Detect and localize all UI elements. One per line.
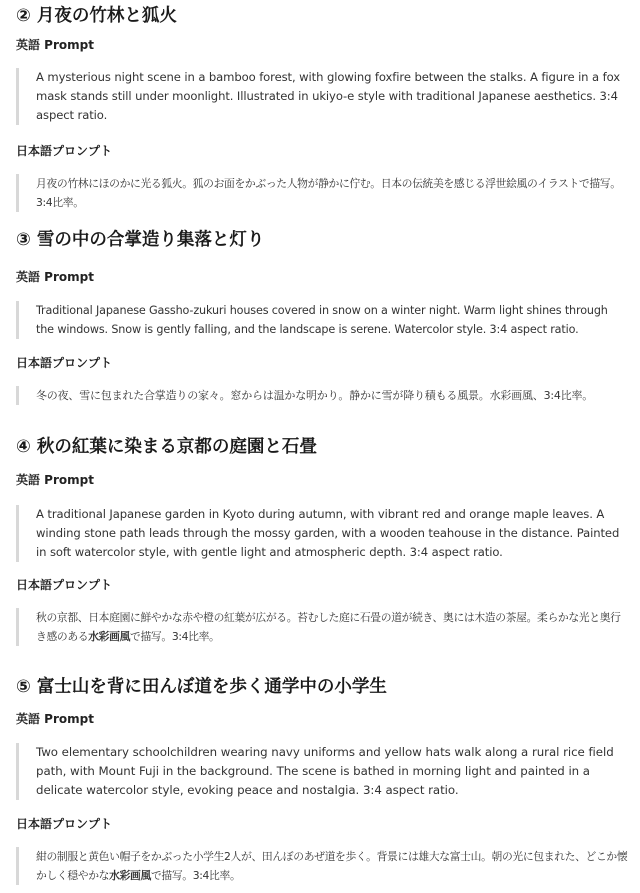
english-prompt-text: Traditional Japanese Gassho-zukuri houses covered in snow on a winter night. Warm light shines through the windows. Snow is gently falling, and the landscape is serene. Watercolor style. 3:4 aspect ratio. [36,304,608,336]
english-prompt-quote [16,743,628,800]
english-prompt-label: 英語 Prompt [16,38,94,52]
japanese-text-part: 秋の京都、日本庭園に鮮やかな赤や橙の紅葉が広がる。苔むした庭に石畳の道が続き、奥には木造の茶屋。柔らかな光と奥行き感のある [36,611,621,643]
japanese-prompt-label: 日本語プロンプト [16,578,113,592]
japanese-text-part: で描写。3:4比率。 [130,630,220,643]
english-prompt-text: A traditional Japanese garden in Kyoto during autumn, with vibrant red and orange maple leaves. A winding stone path leads through the mossy garden, with a wooden teahouse in the distance. Painted in soft watercolor style, with gentle light and atmospheric depth. 3:4 aspect ratio. [36,507,620,559]
japanese-prompt-quote [16,174,628,212]
japanese-prompt-text [36,847,628,885]
japanese-prompt-quote [16,608,628,646]
japanese-prompt-quote [16,386,628,405]
japanese-text-part: 紺の制服と黄色い帽子をかぶった小学生2人が、田んぼのあぜ道を歩く。背景には雄大な富士山。朝の光に包まれた、どこか懐かしく穏やかな [36,850,628,882]
japanese-prompt-label: 日本語プロンプト [16,356,113,370]
japanese-prompt-text: 冬の夜、雪に包まれた合掌造りの家々。窓からは温かな明かり。静かに雪が降り積もる風景。水彩画風、3:4比率。 [36,389,594,402]
english-prompt-text: A mysterious night scene in a bamboo forest, with glowing foxfire between the stalks. A figure in a fox mask stands still under moonlight. Illustrated in ukiyo-e style with traditional Japanese aesthetics. 3:4 aspect ratio. [36,70,620,122]
japanese-prompt-quote [16,847,628,885]
english-prompt-quote [16,505,628,562]
japanese-text-bold: 水彩画風 [109,869,151,882]
japanese-text-part: で描写。3:4比率。 [150,869,241,882]
english-prompt-label: 英語 Prompt [16,473,94,487]
section-title: ④ 秋の紅葉に染まる京都の庭園と石畳 [16,437,317,457]
japanese-prompt-label: 日本語プロンプト [16,817,113,831]
english-prompt-quote [16,68,628,125]
english-prompt-label: 英語 Prompt [16,712,94,726]
japanese-text-bold: 水彩画風 [88,630,131,643]
japanese-prompt-text [36,608,628,646]
section-title: ③ 雪の中の合掌造り集落と灯り [16,230,265,250]
section-title: ⑤ 富士山を背に田んぼ道を歩く通学中の小学生 [16,677,387,697]
english-prompt-label: 英語 Prompt [16,270,94,284]
japanese-prompt-label: 日本語プロンプト [16,144,113,158]
japanese-prompt-text: 月夜の竹林にほのかに光る狐火。狐のお面をかぶった人物が静かに佇む。日本の伝統美を感じる浮世絵風のイラストで描写。3:4比率。 [36,177,621,209]
english-prompt-quote [16,301,628,339]
section-title: ② 月夜の竹林と狐火 [16,6,177,26]
english-prompt-text: Two elementary schoolchildren wearing navy uniforms and yellow hats walk along a rural rice field path, with Mount Fuji in the background. The scene is bathed in morning light and painted in a delicate watercolor style, evoking peace and nostalgia. 3:4 aspect ratio. [36,745,614,797]
